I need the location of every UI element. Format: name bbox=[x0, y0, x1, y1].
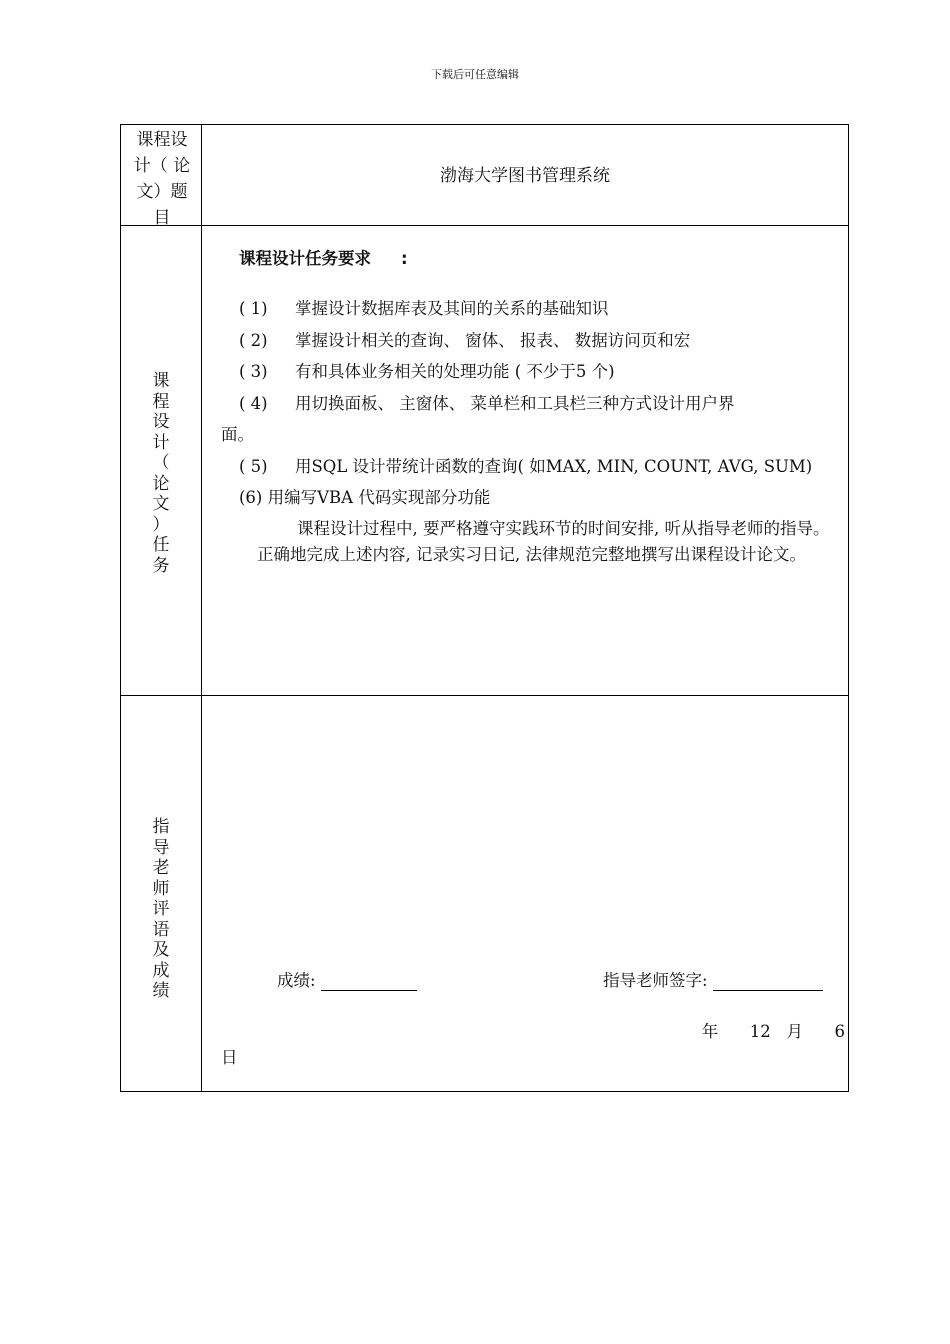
evaluation-label bbox=[145, 817, 177, 1002]
requirement-number: ( 3) bbox=[239, 362, 268, 381]
task-label-char: 设 bbox=[152, 412, 170, 432]
requirement-text: 掌握设计数据库表及其间的关系的基础知识 bbox=[295, 299, 609, 318]
task-label-char: 文 bbox=[152, 494, 170, 514]
requirement-number: ( 5) bbox=[239, 456, 268, 476]
title-label bbox=[127, 127, 197, 231]
grade-blank[interactable] bbox=[321, 972, 417, 991]
title-label-line: 文）题 bbox=[136, 182, 188, 202]
thesis-title: 渤海大学图书管理系统 bbox=[440, 166, 610, 186]
requirement-item bbox=[239, 293, 839, 325]
evaluation-label-char: 绩 bbox=[152, 981, 170, 1001]
task-label-char: 程 bbox=[152, 391, 170, 412]
grade-field bbox=[277, 967, 417, 991]
requirement-text: 用SQL 设计带统计函数的查询( 如MAX, MIN, COUNT, AVG, SUM) bbox=[295, 456, 813, 476]
task-heading-text: 课程设计任务要求 bbox=[239, 249, 371, 268]
requirement-number: ( 2) bbox=[239, 330, 268, 350]
evaluation-label-char: 及 bbox=[152, 940, 170, 960]
title-label-line: 目 bbox=[153, 208, 171, 228]
requirement-item bbox=[239, 325, 839, 357]
task-label-char: 任 bbox=[152, 535, 170, 555]
title-label-line: 课程设 bbox=[136, 130, 188, 150]
course-design-form bbox=[120, 124, 849, 1092]
requirement-item: (6) 用编写VBA 代码实现部分功能 bbox=[239, 488, 491, 507]
requirement-text: 用切换面板、 主窗体、 菜单栏和工具栏三种方式设计用户界 bbox=[295, 393, 735, 413]
day-value: 6 bbox=[834, 1022, 845, 1041]
task-label-char: 计 bbox=[152, 432, 170, 453]
task-content bbox=[221, 245, 839, 569]
task-paragraph: 课程设计过程中, 要严格遵守实践环节的时间安排, 听从指导老师的指导。正确地完成上述内容, 记录实习日记, 法律规范完整地撰写出课程设计论文。 bbox=[257, 518, 830, 564]
column-divider bbox=[201, 125, 202, 1091]
evaluation-label-char: 成 bbox=[152, 960, 170, 981]
requirement-text: 有和具体业务相关的处理功能 ( 不少于5 个) bbox=[295, 362, 615, 381]
evaluation-label-char: 评 bbox=[152, 899, 170, 919]
task-label-char: 论 bbox=[152, 473, 170, 494]
signature-label: 指导老师签字: bbox=[603, 971, 708, 990]
month-value: 12 bbox=[749, 1022, 771, 1041]
requirement-item bbox=[239, 388, 839, 420]
task-label-char: 务 bbox=[152, 555, 170, 576]
row-divider bbox=[121, 695, 848, 696]
evaluation-label-char: 老 bbox=[152, 858, 170, 878]
requirement-continuation: 面。 bbox=[221, 425, 254, 444]
task-heading-colon: : bbox=[401, 249, 408, 268]
task-label-char: 课 bbox=[152, 371, 170, 391]
task-label-char: ） bbox=[152, 514, 170, 535]
task-label-char: （ bbox=[152, 453, 170, 473]
header-note: 下载后可任意编辑 bbox=[431, 68, 519, 81]
evaluation-label-char: 语 bbox=[152, 919, 170, 940]
requirement-item bbox=[239, 451, 839, 483]
title-label-line: 计（ 论 bbox=[133, 156, 191, 176]
day-label: 日 bbox=[221, 1048, 238, 1067]
requirement-text: 掌握设计相关的查询、 窗体、 报表、 数据访问页和宏 bbox=[295, 330, 691, 350]
signature-blank[interactable] bbox=[713, 972, 823, 991]
task-label bbox=[145, 371, 177, 576]
evaluation-label-char: 师 bbox=[152, 878, 170, 899]
evaluation-label-char: 导 bbox=[152, 837, 170, 858]
date-line bbox=[702, 1018, 845, 1042]
row-divider bbox=[121, 225, 848, 226]
task-heading bbox=[239, 245, 839, 269]
year-label: 年 bbox=[701, 1022, 719, 1041]
requirement-item bbox=[239, 356, 839, 388]
signature-field bbox=[603, 967, 823, 991]
grade-label: 成绩: bbox=[277, 971, 316, 990]
requirement-number: ( 1) bbox=[239, 299, 268, 318]
evaluation-label-char: 指 bbox=[152, 817, 170, 837]
month-label: 月 bbox=[786, 1022, 804, 1041]
requirement-number: ( 4) bbox=[239, 393, 268, 413]
